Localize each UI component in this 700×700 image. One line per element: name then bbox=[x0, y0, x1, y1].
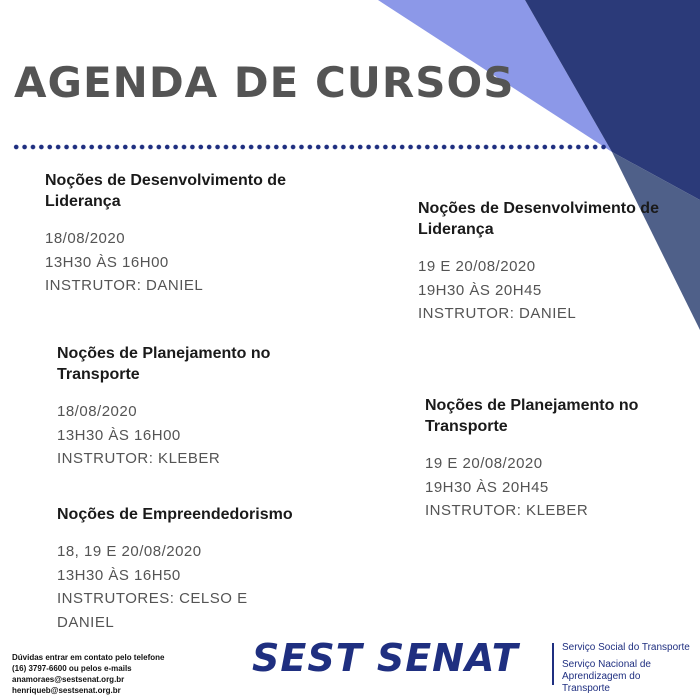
course-date: 19 E 20/08/2020 bbox=[418, 258, 536, 275]
course-time: 13H30 ÀS 16H50 bbox=[57, 566, 181, 584]
course-info bbox=[45, 227, 315, 298]
course-name: Noções de Empreendedorismo bbox=[57, 506, 293, 523]
course-instructor: INSTRUTORES: CELSO E DANIEL bbox=[57, 590, 248, 631]
course-time: 13H30 ÀS 16H00 bbox=[57, 426, 181, 444]
contact-email: anamoraes@sestsenat.org.br bbox=[12, 675, 125, 684]
course-card bbox=[418, 198, 686, 326]
course-card bbox=[45, 170, 315, 298]
course-time: 19H30 ÀS 20H45 bbox=[425, 478, 549, 496]
course-instructor: INSTRUTOR: KLEBER bbox=[425, 502, 589, 519]
course-info bbox=[57, 540, 267, 634]
dotted-divider bbox=[12, 144, 608, 150]
course-card bbox=[57, 504, 293, 634]
course-date: 18/08/2020 bbox=[45, 230, 126, 247]
course-time: 19H30 ÀS 20H45 bbox=[418, 281, 542, 299]
course-date: 18/08/2020 bbox=[57, 403, 138, 420]
course-info bbox=[418, 255, 686, 326]
course-card bbox=[57, 343, 307, 471]
course-name: Noções de Desenvolvimento de Liderança bbox=[45, 172, 286, 210]
logo-divider bbox=[552, 643, 554, 685]
course-info bbox=[57, 400, 307, 471]
course-instructor: INSTRUTOR: DANIEL bbox=[45, 277, 204, 294]
contact-line: Dúvidas entrar em contato pelo telefone bbox=[12, 653, 165, 662]
tagline-sest: Serviço Social do Transporte bbox=[562, 642, 690, 653]
sest-senat-logo: SEST SENAT bbox=[252, 636, 519, 680]
contact-line: (16) 3797-6600 ou pelos e-mails bbox=[12, 664, 132, 673]
course-instructor: INSTRUTOR: DANIEL bbox=[418, 305, 577, 322]
contact-email: henriqueb@sestsenat.org.br bbox=[12, 686, 121, 695]
logo-tagline bbox=[562, 642, 690, 695]
course-name: Noções de Planejamento no Transporte bbox=[425, 397, 639, 435]
course-info bbox=[425, 452, 680, 523]
tagline-senat: Serviço Nacional de Aprendizagem do Transporte bbox=[562, 659, 651, 694]
contact-info bbox=[12, 652, 164, 696]
course-date: 19 E 20/08/2020 bbox=[425, 455, 543, 472]
course-name: Noções de Planejamento no Transporte bbox=[57, 345, 271, 383]
course-instructor: INSTRUTOR: KLEBER bbox=[57, 450, 221, 467]
course-date: 18, 19 E 20/08/2020 bbox=[57, 543, 202, 560]
course-name: Noções de Desenvolvimento de Liderança bbox=[418, 200, 659, 238]
page-title: AGENDA DE CURSOS bbox=[14, 58, 515, 107]
course-time: 13H30 ÀS 16H00 bbox=[45, 253, 169, 271]
course-card bbox=[425, 395, 680, 523]
